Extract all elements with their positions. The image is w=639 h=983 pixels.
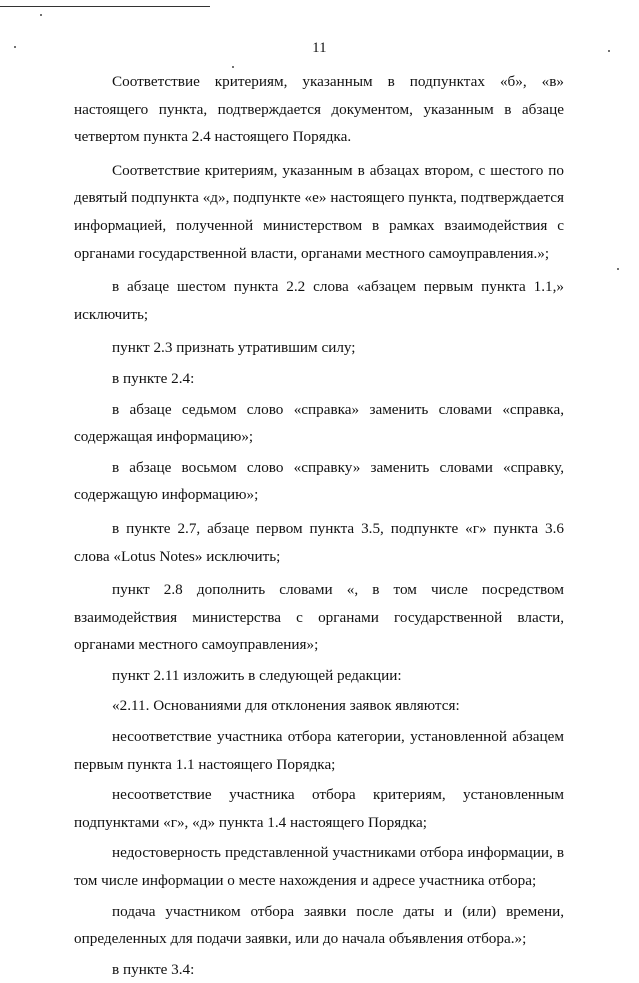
- paragraph: в пункте 3.4:: [112, 960, 195, 978]
- scan-top-rule: [0, 6, 210, 7]
- page-number: 11: [312, 40, 327, 56]
- paragraph: в пункте 2.4:: [112, 369, 195, 387]
- paragraph: в абзаце восьмом слово «справку» заменить словами «справку, содержащую информацию»;: [74, 458, 564, 504]
- paragraph: пункт 2.11 изложить в следующей редакции:: [112, 666, 402, 684]
- document-body: [74, 68, 564, 983]
- paragraph: в пункте 2.7, абзаце первом пункта 3.5, подпункте «г» пункта 3.6 слова «Lotus Notes» исключить;: [74, 519, 564, 565]
- paragraph: недостоверность представленной участниками отбора информации, в том числе информации о месте нахождения и адресе участника отбора;: [74, 844, 564, 890]
- scan-speck: [617, 268, 619, 270]
- paragraph: несоответствие участника отбора категории, установленной абзацем первым пункта 1.1 настоящего Порядка;: [74, 728, 564, 773]
- paragraph: несоответствие участника отбора критериям, установленным подпунктами «г», «д» пункта 1.4 настоящего Порядка;: [74, 786, 564, 831]
- paragraph: в абзаце седьмом слово «справка» заменить словами «справка, содержащая информацию»;: [74, 400, 564, 446]
- paragraph: пункт 2.3 признать утратившим силу;: [112, 339, 356, 357]
- paragraph: пункт 2.8 дополнить словами «, в том числе посредством взаимодействия министерства с органами государственной власти, органами местного самоуправления»;: [74, 581, 564, 654]
- paragraph: Соответствие критериям, указанным в абзацах втором, с шестого по девятый подпункта «д», подпункте «е» настоящего пункта, подтверждается информацией, полученной министерством в рамках взаимодействия с органами государственной власти, органами местного самоуправления.»;: [74, 161, 564, 262]
- scan-speck: [40, 14, 42, 16]
- paragraph: подача участником отбора заявки после даты и (или) времени, определенных для подачи заявки, или до начала объявления отбора.»;: [74, 902, 564, 948]
- paragraph: Соответствие критериям, указанным в подпунктах «б», «в» настоящего пункта, подтверждается документом, указанным в абзаце четвертом пункта 2.4 настоящего Порядка.: [74, 73, 564, 146]
- paragraph: «2.11. Основаниями для отклонения заявок являются:: [112, 697, 460, 715]
- paragraph: в абзаце шестом пункта 2.2 слова «абзацем первым пункта 1.1,» исключить;: [74, 278, 564, 323]
